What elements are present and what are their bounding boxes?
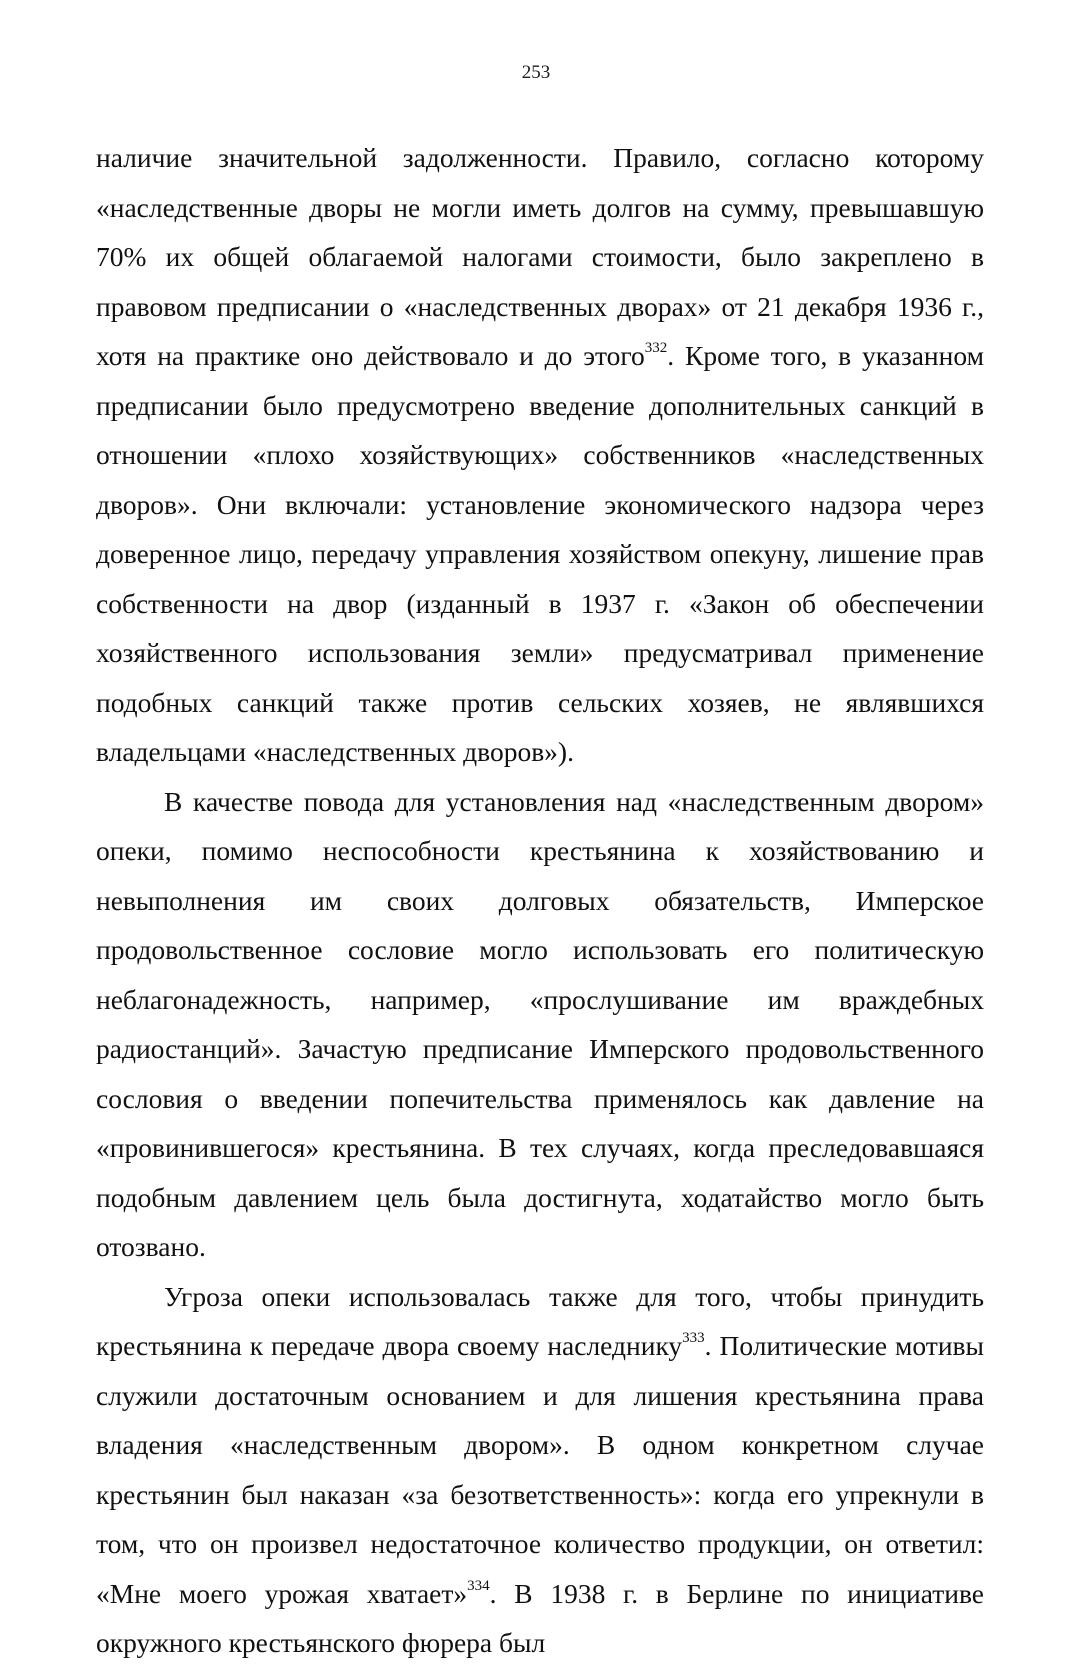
paragraph (96, 133, 984, 777)
body-text (96, 133, 984, 1668)
paragraph-text: . В 1938 г. в Берлине по инициативе окружного крестьянского фюрера был (96, 1577, 985, 1658)
paragraph-text: Угроза опеки использовалась также для того, чтобы принудить крестьянина к передаче двора своему наследнику (96, 1280, 984, 1361)
paragraph-text: . Политические мотивы служили достаточным основанием и для лишения крестьянина права владения «наследственным двором». В одном конкретном случае крестьянин был наказан «за безответственность»: когда его упрекнули в том, что он произвел недостаточное количество продукции, он ответил: «Мне моего урожая хватает» (96, 1330, 985, 1609)
paragraph-text: В качестве повода для установления над «наследственным двором» опеки, помимо неспособности крестьянина к хозяйствованию и невыполнения им своих долговых обязательств, Имперское продовольственное сословие могло использовать его политическую неблагонадежность, например, «прослушивание им враждебных радиостанций». Зачастую предписание Имперского продовольственного сословия о введении попечительства применялось как давление на «провинившегося» крестьянина. В тех случаях, когда преследовавшаяся подобным давлением цель была достигнута, ходатайство могло быть отозвано. (96, 785, 984, 1262)
paragraph-text: . Кроме того, в указанном предписании было предусмотрено введение дополнительных санкций в отношении «плохо хозяйствующих» собственников «наследственных дворов». Они включали: установление экономического надзора через доверенное лицо, передачу управления хозяйством опекуну, лишение прав собственности на двор (изданный в 1937 г. «Закон об обеспечении хозяйственного использования земли» предусматривал применение подобных санкций также против сельских хозяев, не являвшихся владельцами «наследственных дворов»). (96, 340, 984, 767)
paragraph (96, 777, 984, 1272)
paragraph (96, 1272, 984, 1668)
footnote-reference: 332 (644, 340, 668, 356)
footnote-reference: 333 (682, 1330, 705, 1346)
paragraph-text: наличие значительной задолженности. Правило, согласно которому «наследственные дворы не могли иметь долгов на сумму, превышавшую 70% их общей облагаемой налогами стоимости, было закреплено в правовом предписании о «наследственных дворах» от 21 декабря 1936 г., хотя на практике оно действовало и до этого (96, 142, 984, 371)
footnote-reference: 334 (467, 1577, 490, 1594)
page-number: 253 (521, 62, 551, 83)
